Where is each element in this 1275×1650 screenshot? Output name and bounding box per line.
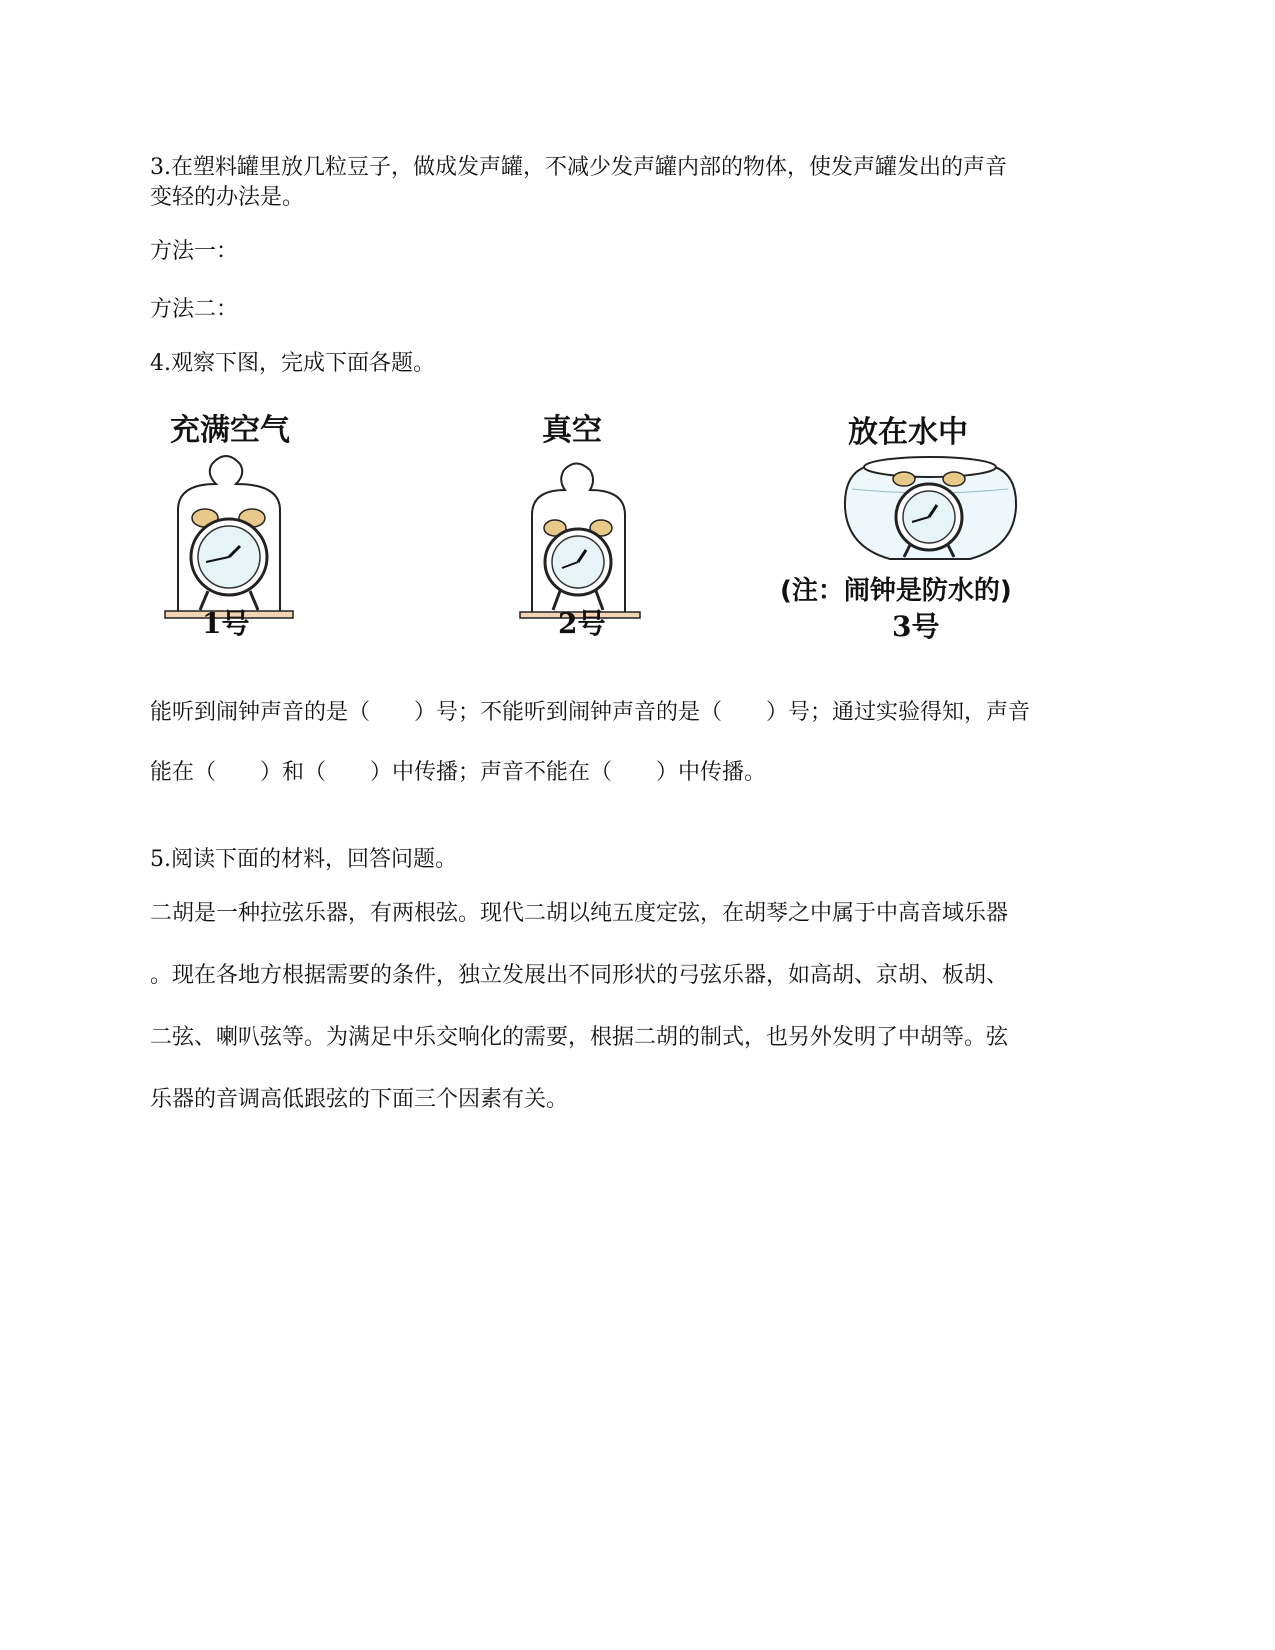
- figure-3-caption: 放在水中: [848, 415, 968, 450]
- q4-title: 4.观察下图，完成下面各题。: [150, 351, 435, 376]
- figure-1-caption: 充满空气: [170, 413, 290, 448]
- q5-paragraph-line4: 乐器的音调高低跟弦的下面三个因素有关。: [150, 1087, 569, 1112]
- q3-text-line2: 变轻的办法是。: [150, 185, 305, 210]
- q3-method1: 方法一：: [150, 239, 239, 264]
- q5-paragraph-line2: 。现在各地方根据需要的条件，独立发展出不同形状的弓弦乐器，如高胡、京胡、板胡、: [150, 963, 1009, 988]
- figure-1-air: [160, 405, 310, 645]
- q3-method2: 方法二：: [150, 297, 239, 322]
- figure-3-label: 3号: [892, 610, 940, 643]
- figure-3-drawing: [780, 447, 1070, 567]
- q5-title: 5.阅读下面的材料，回答问题。: [150, 847, 457, 872]
- figure-1-label: 1号: [202, 607, 250, 640]
- alarm-clock-icon: [544, 520, 612, 610]
- figure-2-vacuum: [520, 405, 650, 645]
- q3-text-line1: 3.在塑料罐里放几粒豆子，做成发声罐，不减少发声罐内部的物体，使发声罐发出的声音: [150, 155, 1007, 180]
- figure-3-water: [780, 405, 1070, 645]
- alarm-clock-icon: [191, 509, 267, 610]
- figure-2-label: 2号: [558, 607, 606, 640]
- figure-2-caption: 真空: [542, 413, 602, 448]
- q5-paragraph-line3: 二弦、喇叭弦等。为满足中乐交响化的需要，根据二胡的制式，也另外发明了中胡等。弦: [150, 1025, 1009, 1050]
- q4-fill-line2: 能在（ ）和（ ）中传播；声音不能在（ ）中传播。: [150, 760, 767, 785]
- q5-paragraph-line1: 二胡是一种拉弦乐器，有两根弦。现代二胡以纯五度定弦，在胡琴之中属于中高音域乐器: [150, 901, 1009, 926]
- q4-fill-line1: 能听到闹钟声音的是（ ）号；不能听到闹钟声音的是（ ）号；通过实验得知，声音: [150, 700, 1031, 725]
- figure-3-note: (注：闹钟是防水的): [780, 576, 1012, 606]
